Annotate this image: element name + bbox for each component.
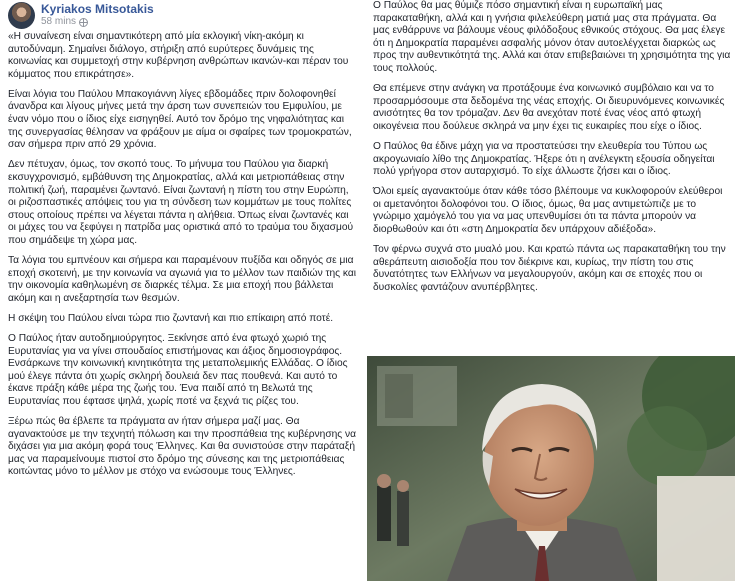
post-left-column bbox=[0, 0, 363, 581]
post-paragraph: Όλοι εμείς αγανακτούμε όταν κάθε τόσο βλέπουμε να κυκλοφορούν ελεύθεροι οι αμετανόητοι δολοφόνοι του. Ο ίδιος, όμως, θα μας αντιμετώπιζε με το γνώριμο χαμόγελό του για να μας υπενθυμίσει ότι τα πάντα μπορούν να διορθωθούν και ότι «στη Δημοκρατία δεν υπάρχουν αδιέξοδα». bbox=[373, 186, 723, 235]
author-block bbox=[41, 3, 154, 28]
post-paragraph: «Η συναίνεση είναι σημαντικότερη από μία εκλογική νίκη-ακόμη κι αυτοδύναμη. Σημαίνει διάλογο, στήριξη από ευρύτερες δυνάμεις της κοινωνίας και συμμετοχή στην κυβέρνηση ανθρώπων ικανών-και πέραν του κόμματος που επικράτησε». bbox=[8, 31, 349, 80]
post-meta bbox=[41, 16, 154, 28]
post-paragraph: Ξέρω πώς θα έβλεπε τα πράγματα αν ήταν σήμερα μαζί μας. Θα αγανακτούσε με την τεχνητή πόλωση και την προσπάθεια της κυβέρνησης να διχάσει για μια ακόμη φορά τους Έλληνες. Και θα συνιστούσε στην παράταξή μας να παραμείνουμε πιστοί στο δρόμο της σύνεσης και της μετριοπάθειας κοιτώντας μόνο το μέλλον με στόχο να ενώσουμε τους Έλληνες. bbox=[8, 416, 356, 478]
post-paragraph: Η σκέψη του Παύλου είναι τώρα πιο ζωντανή και πιο επίκαιρη από ποτέ. bbox=[8, 312, 334, 324]
post-paragraph: Τα λόγια του εμπνέουν και σήμερα και παραμένουν πυξίδα και οδηγός σε μια εποχή σκοτεινή, με την κοινωνία να αγωνιά για το μέλλον των παιδιών της και την οικονομία καθηλωμένη σε διαρκές τέλμα. Σε μια εποχή που βάλλεται ακόμη και η ανεξαρτησία των θεσμών. bbox=[8, 255, 357, 304]
post-time[interactable]: 58 mins bbox=[41, 16, 77, 27]
portrait-photo[interactable] bbox=[367, 356, 735, 581]
post-header bbox=[8, 0, 357, 31]
post-paragraph: Δεν πέτυχαν, όμως, τον σκοπό τους. Το μήνυμα του Παύλου για διαρκή εκσυγχρονισμό, εμβάθυνση της Δημοκρατίας, αλλά και μετριοπάθειας στην πολιτική ζωή, παραμένει ζωντανό. Είναι ζωντανή η πίστη του στην Ευρώπη, οι ριζοσπαστικές απόψεις του για τη σύνδεση των κομμάτων με τους πολίτες στους οποίους πρέπει να λέγεται πάντα η αλήθεια. Όπως είναι ζωντανές και οι μάχες του να ξεφύγει η πατρίδα μας οριστικά από το τραύμα του διχασμού που σημάδεψε τη χώρα μας. bbox=[8, 159, 354, 246]
globe-icon bbox=[79, 18, 88, 27]
post-paragraph: Ο Παύλος ήταν αυτοδημιούργητος. Ξεκίνησε από ένα φτωχό χωριό της Ευρυτανίας για να γίνει σπουδαίος επιστήμονας και άξιος δημοσιογράφος. Ενσάρκωνε την κοινωνική κινητικότητα της μεταπολεμικής Ελλάδας. Ο ίδιος μού έλεγε πάντα ότι χωρίς σκληρή δουλειά δεν πας πουθενά. Και αυτό το έκανε πράξη κάθε μέρα της ζωής του. Ένα παιδί από τη Βελωτά της Ευρυτανίας που έφτασε ψηλά, χωρίς ποτέ να ξεχνά τις ρίζες του. bbox=[8, 332, 348, 407]
post-paragraph: Τον φέρνω συχνά στο μυαλό μου. Και κρατώ πάντα ως παρακαταθήκη του την αθεράπευτη αισιοδοξία που τον διέκρινε και, κυρίως, την πίστη του στις δυνατότητες των Ελλήνων να μεγαλουργούν, ακόμη και σε εποχές που οι δυσκολίες φαντάζουν ανυπέρβλητες. bbox=[373, 244, 726, 293]
author-avatar[interactable] bbox=[8, 2, 35, 29]
post-continuation bbox=[367, 0, 735, 294]
post-paragraph: Ο Παύλος θα μας θύμιζε πόσο σημαντική είναι η ευρωπαϊκή μας παρακαταθήκη, αλλά και η γνήσια φιλελεύθερη ματιά μας στα πράγματα. Θα μας ενθάρρυνε να βάλουμε νέους φιλόδοξους εθνικούς στόχους. Θα μας έλεγε ότι η Δημοκρατία παραμένει ασφαλής μόνον όταν αυτοελέγχεται διαρκώς ως προς την αυθεντικότητά της. Αλλά και όταν επιβεβαιώνει τη χρησιμότητα της για τους πολλούς. bbox=[373, 0, 731, 74]
post-paragraph: Ο Παύλος θα έδινε μάχη για να προστατεύσει την ελευθερία του Τύπου ως ακρογωνιαίο λίθο της Δημοκρατίας. Ήξερε ότι η ανέλεγκτη εξουσία οδηγείται πολύ γρήγορα στον αυταρχισμό. Το είχε άλλωστε ζήσει και ο ίδιος. bbox=[373, 140, 715, 178]
portrait-illustration bbox=[367, 356, 735, 581]
post-paragraph: Θα επέμενε στην ανάγκη να προτάξουμε ένα κοινωνικό συμβόλαιο και να το προσαρμόσουμε στα δεδομένα της νέας εποχής. Οι διευρυνόμενες κοινωνικές ανισότητες θα τον τρόμαζαν. Δεν θα ανεχόταν ποτέ ένας νέος από φτωχή οικογένεια που δούλευε σκληρά να μην έχει τις ευκαιρίες που είχε ο ίδιος. bbox=[373, 83, 725, 132]
author-name[interactable]: Kyriakos Mitsotakis bbox=[41, 2, 154, 16]
post-right-column bbox=[367, 0, 735, 581]
post-paragraph: Είναι λόγια του Παύλου Μπακογιάννη λίγες εβδομάδες πριν δολοφονηθεί άνανδρα και λίγους μήνες μετά την άρση των συνεπειών του Εμφυλίου, με έναν νόμο που ο ίδιος είχε εισηγηθεί. Αυτό τον δρόμο της νηφαλιότητας και της συνεργασίας θέλησαν να φράξουν με αίμα οι σφαίρες των τρομοκρατών, σαν σήμερα πριν από 29 χρόνια. bbox=[8, 88, 352, 151]
